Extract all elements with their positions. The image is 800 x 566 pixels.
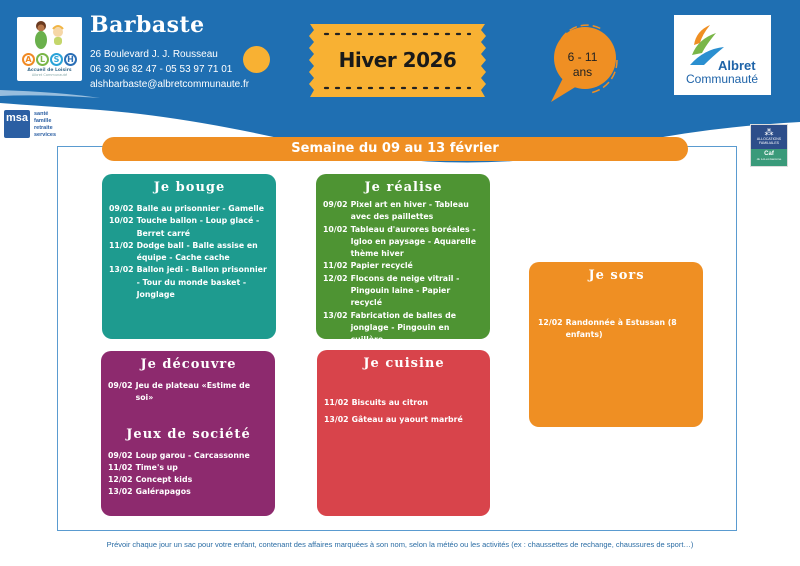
activity-text: Galérapagos xyxy=(135,487,191,497)
card-title: Je découvre xyxy=(140,357,237,372)
activity-date: 11/02 xyxy=(323,261,348,271)
alsh-logo xyxy=(17,17,82,81)
activity-text: Randonnée à Estussan (8 enfants) xyxy=(565,318,677,340)
activity-text: Jeu de plateau «Estime de soi» xyxy=(135,381,251,403)
activity-item xyxy=(323,199,484,224)
activity-date: 11/02 xyxy=(108,462,133,472)
activity-date: 09/02 xyxy=(109,204,134,213)
activity-item xyxy=(324,397,484,409)
activity-text: Pixel art en hiver - Tableau avec des paillettes xyxy=(350,200,469,222)
card-je-cuisine xyxy=(317,350,490,516)
activity-text: Dodge ball - Balle assise en équipe - Cache cache xyxy=(136,240,258,263)
msa-logo xyxy=(4,110,64,140)
decorative-yellow-dot xyxy=(243,46,270,73)
activity-text: Concept kids xyxy=(135,475,193,485)
card-je-decouvre xyxy=(101,351,275,516)
msa-word: retraite xyxy=(34,125,53,131)
children-illustration-icon xyxy=(29,20,69,50)
activity-item xyxy=(109,264,270,301)
family-figures-icon: ⁂ xyxy=(764,127,774,137)
address: 26 Boulevard J. J. Rousseau xyxy=(90,49,218,60)
activity-item xyxy=(109,240,270,265)
activity-date: 09/02 xyxy=(108,450,133,460)
email-address[interactable]: alshbarbaste@albretcommunaute.fr xyxy=(90,79,250,90)
card-je-realise xyxy=(316,174,490,345)
activity-text: Loup garou - Carcassonne xyxy=(135,450,250,460)
phone-numbers: 06 30 96 82 47 - 05 53 97 71 01 xyxy=(90,64,233,75)
caf-label: Caf xyxy=(764,151,774,157)
activity-item xyxy=(323,224,484,261)
activity-item xyxy=(323,260,484,272)
activity-text: Biscuits au citron xyxy=(351,398,429,407)
activity-item xyxy=(108,474,269,486)
caf-bottom xyxy=(751,149,787,166)
caf-top xyxy=(751,125,787,149)
activity-item xyxy=(109,203,270,215)
alsh-letter-a: A xyxy=(22,53,35,66)
age-range-value: 6 - 11 xyxy=(567,50,598,64)
msa-word: famille xyxy=(34,118,52,124)
activity-item xyxy=(108,462,269,474)
alsh-letters xyxy=(22,53,77,66)
activity-text: Tableau d'aurores boréales - Igloo en paysage - Aquarelle thème hiver xyxy=(350,224,477,259)
activity-date: 10/02 xyxy=(109,216,134,226)
msa-words xyxy=(34,111,56,139)
card-title: Je cuisine xyxy=(363,356,445,371)
activity-date: 12/02 xyxy=(323,273,348,283)
caf-logo xyxy=(750,124,788,167)
activity-item xyxy=(324,414,484,426)
card-je-sors xyxy=(529,262,703,427)
activity-date: 11/02 xyxy=(109,240,134,250)
card-title: Je bouge xyxy=(153,180,226,195)
activity-date: 13/02 xyxy=(324,415,349,425)
activity-date: 11/02 xyxy=(324,398,349,407)
alsh-letter-h: H xyxy=(64,53,77,66)
activity-text: Fabrication de balles de jonglage - Pingouin en cuillère xyxy=(350,310,456,345)
activity-date: 13/02 xyxy=(323,310,348,320)
alsh-letter-s: S xyxy=(50,53,63,66)
activity-item xyxy=(108,450,269,462)
activity-date: 12/02 xyxy=(538,318,563,327)
card-title: Je réalise xyxy=(364,180,443,195)
albret-logo-line2: Communauté xyxy=(686,72,759,86)
activity-date: 13/02 xyxy=(108,487,133,497)
activity-text: Touche ballon - Loup glacé - Berret carré xyxy=(136,216,260,238)
age-range xyxy=(555,50,610,80)
card-je-bouge xyxy=(102,174,276,339)
activity-item xyxy=(108,380,269,405)
activity-text: Gâteau au yaourt marbré xyxy=(351,415,463,425)
activity-date: 13/02 xyxy=(109,265,134,275)
week-banner: Semaine du 09 au 13 février xyxy=(102,137,688,161)
activity-item xyxy=(536,317,697,342)
albret-logo-line1: Albret xyxy=(718,58,756,73)
card-title: Je sors xyxy=(588,268,645,283)
activity-item xyxy=(323,310,484,347)
activity-date: 10/02 xyxy=(323,224,348,234)
activity-item xyxy=(323,273,484,310)
season-label: Hiver 2026 xyxy=(338,48,457,72)
caf-sub-label: du Lot-et-Garonne xyxy=(756,157,782,161)
activity-date: 12/02 xyxy=(108,475,133,485)
center-name: Barbaste xyxy=(90,12,205,38)
msa-mark: msa xyxy=(4,110,30,138)
activity-date: 09/02 xyxy=(323,200,348,209)
contact-info xyxy=(90,47,249,92)
activity-text: Papier recyclé xyxy=(350,261,413,271)
activity-text: Time's up xyxy=(135,462,178,472)
footer-note: Prévoir chaque jour un sac pour votre enfant, contenant des affaires marquées à son nom, selon la météo ou les activités (ex : chaussettes de rechange, chaussures de sport…) xyxy=(106,540,694,549)
alsh-letter-l: L xyxy=(36,53,49,66)
msa-word: santé xyxy=(34,111,49,117)
activity-item xyxy=(108,486,269,498)
albret-communaute-logo xyxy=(674,15,771,95)
msa-word: services xyxy=(34,132,57,138)
activity-text: Flocons de neige vitrail - Pingouin laine - Papier recyclé xyxy=(350,273,460,308)
activity-item xyxy=(109,215,270,240)
caf-top-label: ALLOCATIONS FAMILIALES xyxy=(756,137,782,145)
card-subtitle-jeux-de-societe: Jeux de société xyxy=(126,426,251,442)
activity-date: 09/02 xyxy=(108,381,133,390)
activity-text: Ballon jedi - Ballon prisonnier - Tour du monde basket - Jonglage xyxy=(136,265,267,300)
age-range-unit: ans xyxy=(572,65,593,79)
alsh-subtitle: Accueil de Loisirs xyxy=(27,68,72,73)
alsh-org: Albret Communauté xyxy=(31,73,68,77)
activity-text: Balle au prisonnier - Gamelle xyxy=(136,204,265,213)
